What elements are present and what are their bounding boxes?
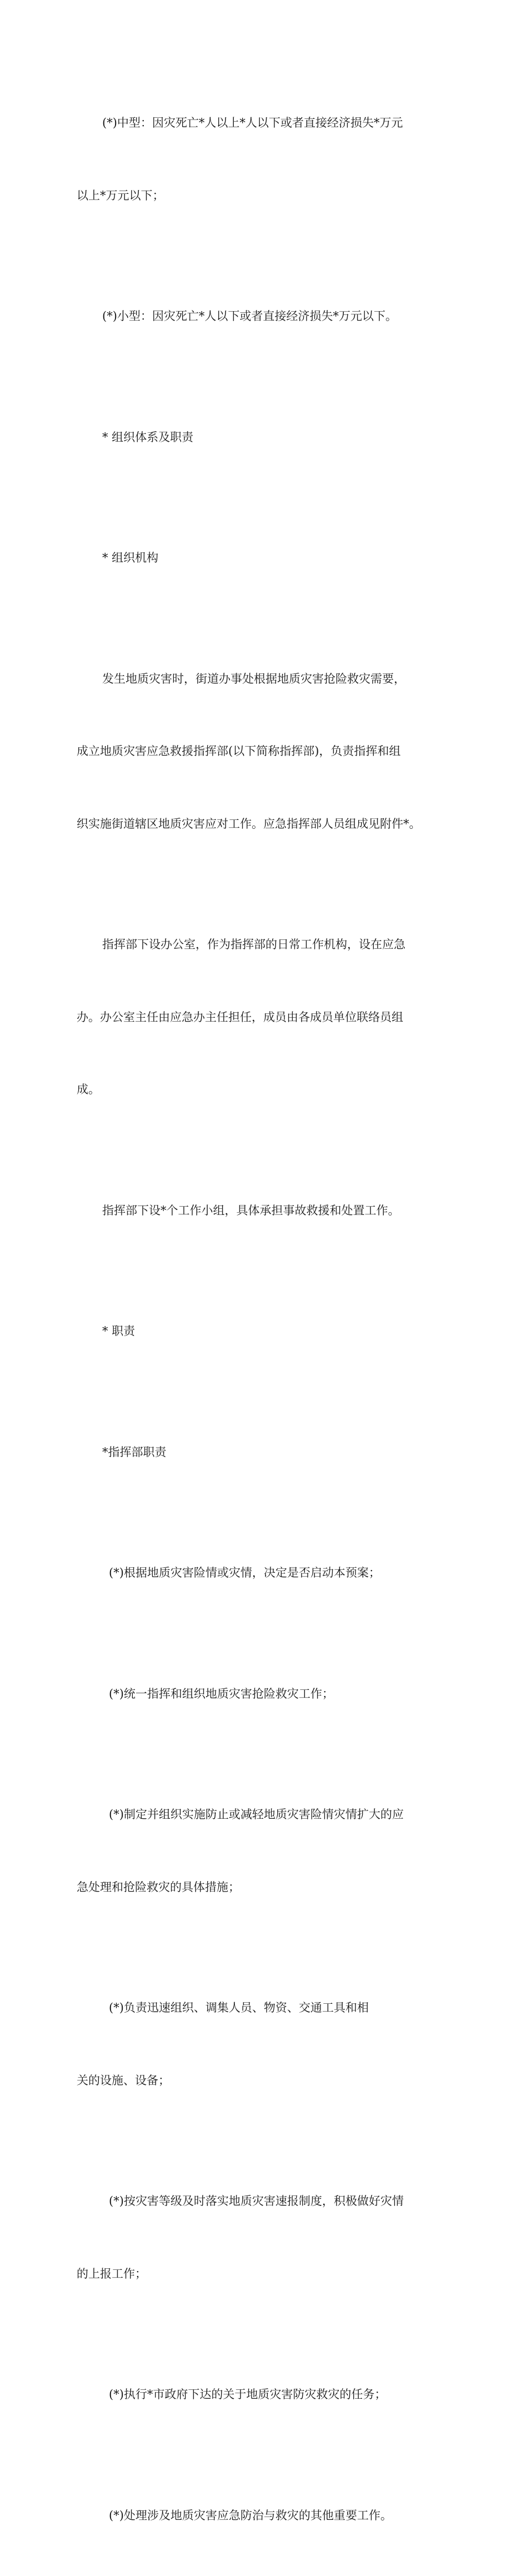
text-line: (*)执行*市政府下达的关于地质灾害防灾救灾的任务；	[77, 2383, 438, 2407]
text-line: 指挥部下设办公室，作为指挥部的日常工作机构，设在应急	[77, 933, 438, 957]
list-item-duty	[77, 1634, 438, 1755]
text-line: *指挥部职责	[77, 1440, 438, 1465]
text-line: 关的设施、设备；	[77, 2069, 438, 2093]
text-line: 指挥部下设*个工作小组，具体承担事故救援和处置工作。	[77, 1199, 438, 1223]
text-line: 的上报工作；	[77, 2262, 438, 2287]
list-item-duty	[77, 2334, 438, 2455]
text-line: * 组织体系及职责	[77, 426, 438, 450]
paragraph-office-setup	[77, 884, 438, 1151]
section-heading-organization	[77, 377, 438, 498]
section-heading-headquarters-duties	[77, 1392, 438, 1513]
paragraph-small-scale	[77, 256, 438, 377]
list-item-duty	[77, 2141, 438, 2334]
document-page	[0, 0, 511, 723]
list-item-duty	[77, 1754, 438, 1948]
document-body	[77, 63, 438, 2576]
text-line: 急处理和抢险救灾的具体措施；	[77, 1875, 438, 1900]
list-item-duty	[77, 2455, 438, 2576]
text-line: 成。	[77, 1078, 438, 1102]
text-line: (*)统一指挥和组织地质灾害抢险救灾工作；	[77, 1682, 438, 1707]
paragraph-medium-scale	[77, 63, 438, 256]
text-line: 以上*万元以下；	[77, 184, 438, 208]
text-line: (*)按灾害等级及时落实地质灾害速报制度，积极做好灾情	[77, 2189, 438, 2214]
text-line: (*)制定并组织实施防止或减轻地质灾害险情灾情扩大的应	[77, 1803, 438, 1827]
text-line: (*)小型：因灾死亡*人以下或者直接经济损失*万元以下。	[77, 304, 438, 329]
text-line: 办。办公室主任由应急办主任担任，成员由各成员单位联络员组	[77, 1006, 438, 1030]
section-heading-duties	[77, 1271, 438, 1392]
list-item-duty	[77, 1513, 438, 1634]
text-line: (*)负责迅速组织、调集人员、物资、交通工具和相	[77, 1996, 438, 2020]
text-line: * 组织机构	[77, 546, 438, 571]
text-line: * 职责	[77, 1319, 438, 1344]
paragraph-working-groups	[77, 1151, 438, 1272]
paragraph-headquarters-setup	[77, 619, 438, 885]
text-line: (*)根据地质灾害险情或灾情，决定是否启动本预案；	[77, 1561, 438, 1585]
section-heading-organization-structure	[77, 498, 438, 619]
text-line: 织实施街道辖区地质灾害应对工作。应急指挥部人员组成见附件*。	[77, 812, 438, 837]
text-line: (*)处理涉及地质灾害应急防治与救灾的其他重要工作。	[77, 2504, 438, 2528]
text-line: 发生地质灾害时，街道办事处根据地质灾害抢险救灾需要，	[77, 667, 438, 692]
text-line: (*)中型：因灾死亡*人以上*人以下或者直接经济损失*万元	[77, 111, 438, 136]
list-item-duty	[77, 1948, 438, 2141]
text-line: 成立地质灾害应急救援指挥部(以下简称指挥部)，负责指挥和组	[77, 739, 438, 764]
